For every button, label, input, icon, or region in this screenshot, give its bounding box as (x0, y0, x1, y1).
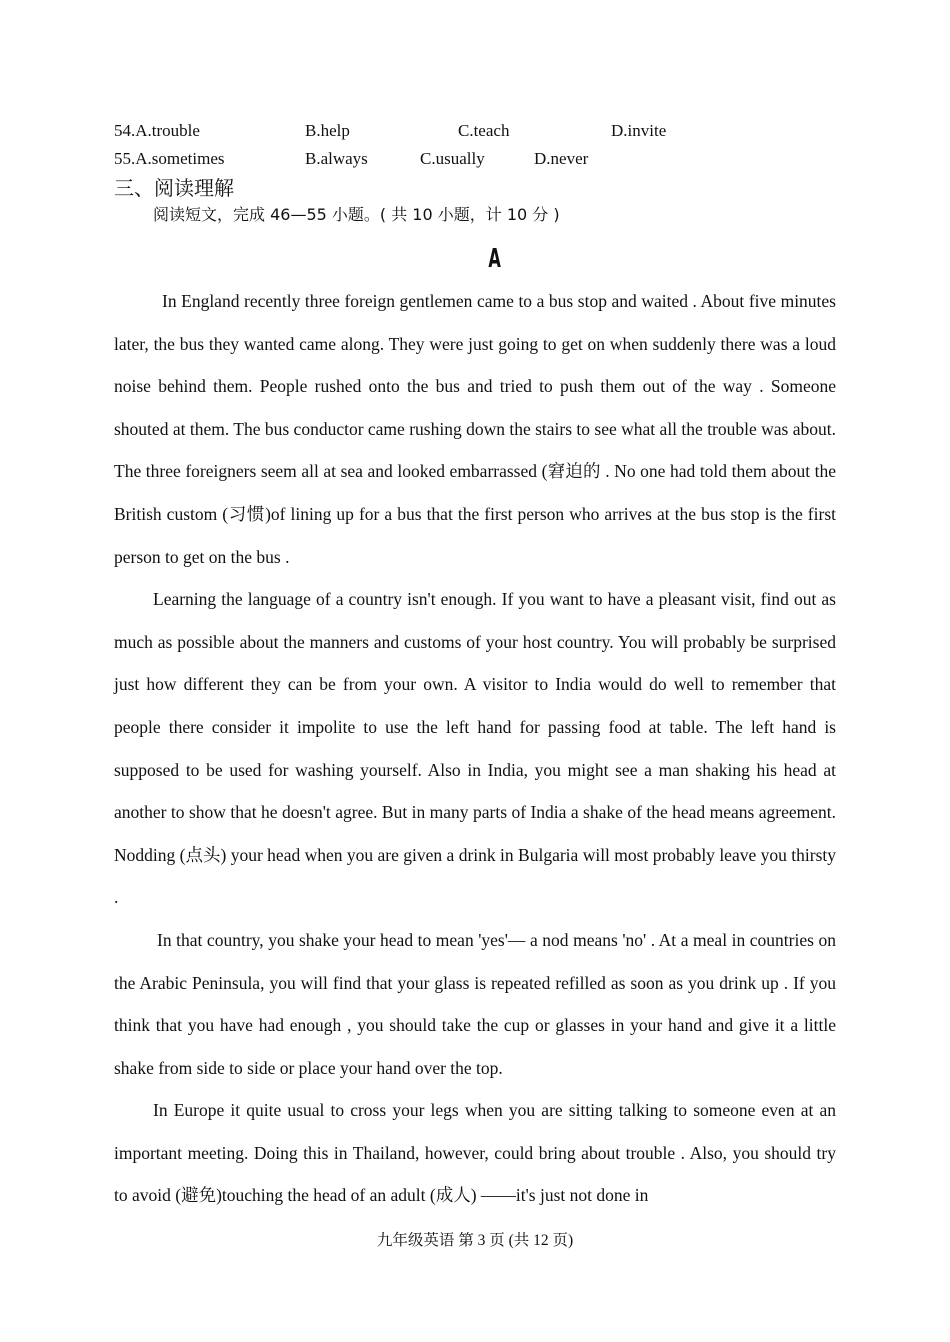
paragraph-1: In England recently three foreign gentlemen came to a bus stop and waited . About five minutes later, the bus they wanted came along. They were just going to get on when suddenly there was a loud noise behind them. People rushed onto the bus and tried to push them out of the way . Someone shouted at them. The bus conductor came rushing down the stairs to see what all the trouble was about. The three foreigners seem all at sea and looked embarrassed (窘迫的 . No one had told them about the British custom (习惯)of lining up for a bus that the first person who arrives at the bus stop is the first person to get on the bus . (114, 291, 836, 567)
paragraph-4: In Europe it quite usual to cross your legs when you are sitting talking to someone even at an important meeting. Doing this in Thailand, however, could bring about trouble . Also, you should try to avoid (避免)touching the head of an adult (成人) ——it's just not done in (114, 1100, 836, 1206)
passage-label: A (488, 244, 501, 274)
paragraph-3: In that country, you shake your head to mean 'yes'— a nod means 'no' . At a meal in countries on the Arabic Peninsula, you will find that your glass is repeated refilled as soon as you drink up . If you think that you have had enough , you should take the cup or glasses in your hand and give it a little shake from side to side or place your hand over the top. (114, 929, 836, 1078)
question-55-options (114, 147, 754, 171)
page-footer: 九年级英语 第 3 页 (共 12 页) (376, 1232, 574, 1249)
option-b: B.help (305, 121, 350, 140)
question-54-options (114, 119, 754, 143)
option-d: D.invite (611, 121, 667, 140)
option-a: 54.A.trouble (114, 121, 200, 140)
section-title: 三、阅读理解 (114, 176, 234, 200)
paragraph-2: Learning the language of a country isn't enough. If you want to have a pleasant visit, find out as much as possible about the manners and customs of your host country. You will probably be surprised just how different they can be from your own. A visitor to India would do well to remember that people there consider it impolite to use the left hand for passing food at table. The left hand is supposed to be used for washing yourself. Also in India, you might see a man shaking his head at another to show that he doesn't agree. But in many parts of India a shake of the head means agreement. Nodding (点头) your head when you are given a drink in Bulgaria will most probably leave you thirsty . (114, 589, 836, 908)
option-b: B.always (305, 149, 368, 168)
option-c: C.usually (420, 149, 485, 168)
option-d: D.never (534, 149, 589, 168)
passage-body (114, 280, 836, 1217)
option-a: 55.A.sometimes (114, 149, 225, 168)
option-c: C.teach (458, 121, 510, 140)
section-instruction: 阅读短文，完成 46—55 小题。( 共 10 小题，计 10 分 ) (153, 205, 560, 224)
